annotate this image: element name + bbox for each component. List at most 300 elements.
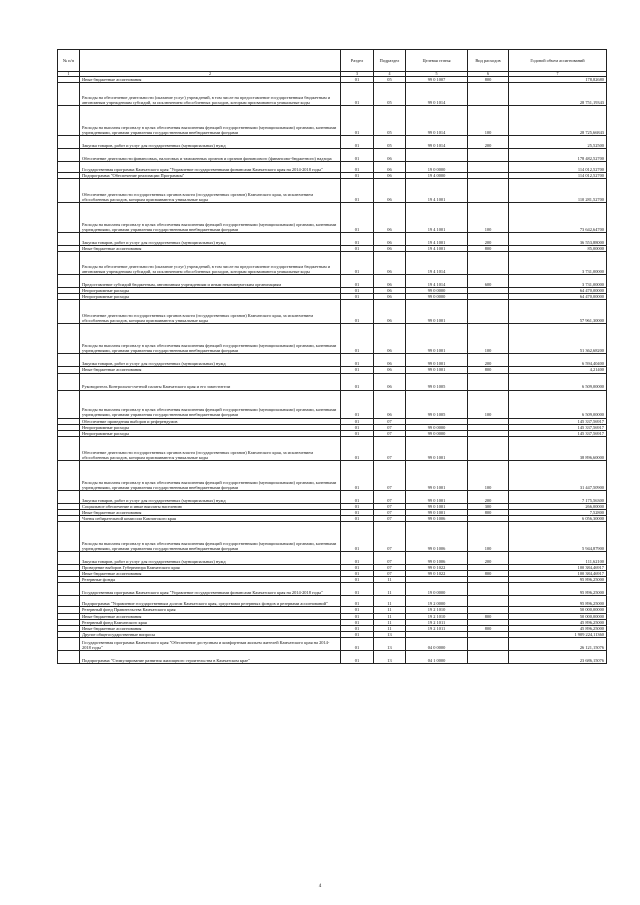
row-expense-type-cell: 100 (468, 460, 509, 490)
row-amount-cell: 57 961,30000 (509, 300, 607, 324)
row-name-cell: Иные бюджетные ассигнования (80, 613, 341, 619)
row-num-cell (58, 324, 80, 354)
row-subsection-cell: 07 (374, 516, 406, 522)
row-subsection-cell: 06 (374, 149, 406, 162)
row-target-cell: 19 2 1011 (406, 619, 468, 625)
row-target-cell: 19 4 0000 (406, 173, 468, 179)
row-subsection-cell: 07 (374, 503, 406, 509)
row-num-cell (58, 650, 80, 663)
row-num-cell (58, 522, 80, 552)
row-name-cell: Обеспечение деятельности финансовых, налоговых и таможенных органов и органов финансового (финансово-бюджетного) надзора (80, 149, 341, 162)
row-num-cell (58, 460, 80, 490)
row-target-cell: 99 0 1001 (406, 300, 468, 324)
row-subsection-cell: 11 (374, 583, 406, 596)
row-name-cell: Расходы на выплаты персоналу в целях обеспечения выполнения функций государственными (муниципальными) органами, казенными учреждениями, органами управления государственными внебюджетными фондами (80, 390, 341, 418)
header-name (80, 50, 341, 72)
row-expense-type-cell: 600 (468, 275, 509, 288)
row-num-cell (58, 162, 80, 173)
row-amount-cell: 95 896,25000 (509, 596, 607, 607)
row-subsection-cell: 05 (374, 83, 406, 106)
table-row (58, 162, 607, 173)
row-name-cell: Обеспечение деятельности государственных органов власти (государственных органов) Камчатского края, за исключением обособленных расходов, которым присваиваются уникальные коды (80, 436, 341, 460)
row-name-cell: Обеспечение проведения выборов и референдумов (80, 418, 341, 424)
row-section-cell: 01 (341, 246, 374, 252)
row-section-cell: 01 (341, 275, 374, 288)
table-row (58, 354, 607, 367)
row-name-cell: Расходы на выплаты персоналу в целях обеспечения выполнения функций государственными (муниципальными) органами, казенными учреждениями, органами управления государственными внебюджетными фондами (80, 522, 341, 552)
row-amount-cell: 7,52800 (509, 509, 607, 515)
row-amount-cell: 145 337,56917 (509, 430, 607, 436)
row-target-cell: 99 0 1006 (406, 552, 468, 565)
row-subsection-cell: 11 (374, 607, 406, 613)
row-expense-type-cell: 100 (468, 390, 509, 418)
row-subsection-cell: 07 (374, 571, 406, 577)
row-name-cell: Резервный фонд Камчатского края (80, 619, 341, 625)
row-subsection-cell: 06 (374, 294, 406, 300)
row-name-cell: Проведение выборов Губернатора Камчатского края (80, 565, 341, 571)
row-subsection-cell: 13 (374, 637, 406, 650)
row-amount-cell: 28 725,66843 (509, 106, 607, 136)
row-name-cell: Социальное обеспечение и иные выплаты населению (80, 503, 341, 509)
row-amount-cell: 45 896,25000 (509, 625, 607, 631)
column-index: 2 (80, 72, 341, 77)
row-subsection-cell: 06 (374, 179, 406, 203)
row-section-cell: 01 (341, 418, 374, 424)
row-expense-type-cell (468, 179, 509, 203)
row-expense-type-cell (468, 650, 509, 663)
row-name-cell: Иные бюджетные ассигнования (80, 367, 341, 373)
row-section-cell: 01 (341, 83, 374, 106)
row-section-cell: 01 (341, 354, 374, 367)
table-row (58, 637, 607, 650)
row-target-cell: 19 4 1014 (406, 275, 468, 288)
row-amount-cell: 100 384,46917 (509, 571, 607, 577)
row-name-cell: Закупка товаров, работ и услуг для государственных (муниципальных) нужд (80, 233, 341, 246)
row-subsection-cell: 07 (374, 490, 406, 503)
row-section-cell: 01 (341, 367, 374, 373)
row-section-cell: 01 (341, 252, 374, 275)
row-name-cell: Расходы на выплаты персоналу в целях обеспечения выполнения функций государственными (муниципальными) органами, казенными учреждениями, органами управления государственными внебюджетными фондами (80, 324, 341, 354)
row-subsection-cell: 05 (374, 106, 406, 136)
row-name-cell: Подпрограмма "Обеспечение реализации Программы" (80, 173, 341, 179)
row-expense-type-cell (468, 583, 509, 596)
row-subsection-cell: 13 (374, 631, 406, 637)
row-expense-type-cell: 100 (468, 106, 509, 136)
row-amount-cell: 100 384,46917 (509, 565, 607, 571)
row-subsection-cell: 06 (374, 300, 406, 324)
row-subsection-cell: 06 (374, 246, 406, 252)
row-subsection-cell: 07 (374, 460, 406, 490)
table-row (58, 650, 607, 663)
row-name-cell: Государственная программа Камчатского края "Обеспечение доступным и комфортным жильем жителей Камчатского края на 2014-2018 годы" (80, 637, 341, 650)
row-section-cell: 01 (341, 637, 374, 650)
row-target-cell: 99 0 1001 (406, 324, 468, 354)
row-section-cell: 01 (341, 430, 374, 436)
row-target-cell: 99 0 1001 (406, 460, 468, 490)
row-expense-type-cell (468, 300, 509, 324)
row-subsection-cell: 06 (374, 324, 406, 354)
row-amount-cell: 73 642,64700 (509, 203, 607, 233)
row-amount-cell: 50 000,00000 (509, 607, 607, 613)
row-amount-cell: 266,00000 (509, 503, 607, 509)
row-section-cell: 01 (341, 613, 374, 619)
row-amount-cell: 3 731,00000 (509, 252, 607, 275)
row-target-cell: 19 4 1001 (406, 179, 468, 203)
table-row (58, 136, 607, 149)
column-index: 5 (406, 72, 468, 77)
row-amount-cell: 28 751,19343 (509, 83, 607, 106)
row-name-cell: Обеспечение деятельности государственных органов власти (государственных органов) Камчатского края, за исключением обособленных расходов, которым присваиваются уникальные коды (80, 179, 341, 203)
row-expense-type-cell: 100 (468, 522, 509, 552)
header-target: Целевая статья (406, 50, 468, 72)
row-subsection-cell: 06 (374, 275, 406, 288)
row-name-cell: Непрограммные расходы (80, 424, 341, 430)
row-expense-type-cell: 200 (468, 136, 509, 149)
row-section-cell: 01 (341, 565, 374, 571)
row-name-cell: Иные бюджетные ассигнования (80, 509, 341, 515)
row-subsection-cell: 11 (374, 613, 406, 619)
table-row (58, 83, 607, 106)
row-name-cell: Члены избирательной комиссии Камчатского края (80, 516, 341, 522)
table-row (58, 233, 607, 246)
table-row (58, 522, 607, 552)
row-target-cell: 99 0 0000 (406, 430, 468, 436)
table-body (58, 77, 607, 664)
row-section-cell: 01 (341, 106, 374, 136)
row-section-cell: 01 (341, 424, 374, 430)
row-num-cell (58, 373, 80, 390)
header-num: № п/п (58, 50, 80, 72)
row-subsection-cell: 11 (374, 619, 406, 625)
row-num-cell (58, 637, 80, 650)
row-target-cell: 99 0 0000 (406, 294, 468, 300)
row-expense-type-cell (468, 373, 509, 390)
row-target-cell: 99 0 1001 (406, 436, 468, 460)
header-section: Раздел (341, 50, 374, 72)
row-expense-type-cell: 800 (468, 246, 509, 252)
row-name-cell: Расходы на обеспечение деятельности (оказание услуг) учреждений, в том числе на предоставление государственным бюджетным и автономным учреждениям субсидий, за исключением обособленных расходов, которым присваиваются уникальные коды (80, 83, 341, 106)
table-row (58, 490, 607, 503)
row-subsection-cell: 06 (374, 354, 406, 367)
row-name-cell: Руководитель Контрольно-счетной палаты Камчатского края и его заместители (80, 373, 341, 390)
row-num-cell (58, 583, 80, 596)
row-section-cell: 01 (341, 294, 374, 300)
row-amount-cell: 6 056,30000 (509, 516, 607, 522)
table-row (58, 373, 607, 390)
row-section-cell: 01 (341, 509, 374, 515)
row-subsection-cell: 07 (374, 509, 406, 515)
row-amount-cell: 64 470,00000 (509, 294, 607, 300)
column-index: 7 (509, 72, 607, 77)
table-row (58, 436, 607, 460)
row-amount-cell: 114 012,52700 (509, 173, 607, 179)
row-num-cell (58, 83, 80, 106)
page-number: 4 (318, 884, 322, 889)
row-target-cell: 99 0 1006 (406, 522, 468, 552)
row-name-cell: Предоставление субсидий бюджетным, автономным учреждениям и иным некоммерческим организациям (80, 275, 341, 288)
row-subsection-cell: 11 (374, 625, 406, 631)
row-amount-cell: 31 447,50900 (509, 460, 607, 490)
row-amount-cell: 85,00000 (509, 246, 607, 252)
row-target-cell: 99 0 1022 (406, 565, 468, 571)
row-name-cell: Расходы на обеспечение деятельности (оказание услуг) учреждений, в том числе на предоставление государственным бюджетным и автономным учреждениям субсидий, за исключением обособленных расходов, которым присваиваются уникальные коды (80, 252, 341, 275)
row-expense-type-cell: 800 (468, 367, 509, 373)
row-target-cell: 19 2 1010 (406, 613, 468, 619)
row-target-cell: 99 0 0000 (406, 424, 468, 430)
row-amount-cell: 26 121,15076 (509, 637, 607, 650)
row-expense-type-cell: 200 (468, 490, 509, 503)
row-target-cell: 19 4 1014 (406, 252, 468, 275)
row-name-cell: Закупка товаров, работ и услуг для государственных (муниципальных) нужд (80, 552, 341, 565)
column-index: 4 (374, 72, 406, 77)
column-index: 3 (341, 72, 374, 77)
row-subsection-cell: 07 (374, 552, 406, 565)
row-expense-type-cell: 800 (468, 571, 509, 577)
row-target-cell: 19 0 0000 (406, 583, 468, 596)
budget-allocation-table (57, 49, 607, 664)
row-amount-cell: 95 896,25000 (509, 577, 607, 583)
row-section-cell: 01 (341, 390, 374, 418)
row-section-cell: 01 (341, 625, 374, 631)
row-subsection-cell: 06 (374, 173, 406, 179)
row-num-cell (58, 490, 80, 503)
row-subsection-cell: 07 (374, 436, 406, 460)
row-expense-type-cell (468, 252, 509, 275)
row-name-cell: Иные бюджетные ассигнования (80, 77, 341, 83)
row-amount-cell: 6 594,40400 (509, 354, 607, 367)
row-amount-cell: 178 482,52700 (509, 149, 607, 162)
row-target-cell: 19 2 1011 (406, 625, 468, 631)
row-amount-cell: 4,21400 (509, 367, 607, 373)
row-name-cell: Подпрограмма "Стимулирование развития жилищного строительства в Камчатском крае" (80, 650, 341, 663)
row-section-cell: 01 (341, 179, 374, 203)
row-section-cell: 01 (341, 522, 374, 552)
row-num-cell (58, 390, 80, 418)
row-name-cell: Закупка товаров, работ и услуг для государственных (муниципальных) нужд (80, 490, 341, 503)
row-target-cell: 99 0 1001 (406, 490, 468, 503)
row-expense-type-cell: 300 (468, 503, 509, 509)
row-target-cell: 04 0 0000 (406, 637, 468, 650)
column-index: 6 (468, 72, 509, 77)
row-section-cell: 01 (341, 571, 374, 577)
row-section-cell: 01 (341, 173, 374, 179)
row-section-cell: 01 (341, 324, 374, 354)
row-name-cell: Расходы на выплаты персоналу в целях обеспечения выполнения функций государственными (муниципальными) органами, казенными учреждениями, органами управления государственными внебюджетными фондами (80, 106, 341, 136)
row-num-cell (58, 552, 80, 565)
row-section-cell: 01 (341, 596, 374, 607)
row-target-cell: 99 0 1014 (406, 83, 468, 106)
row-amount-cell: 110 281,52700 (509, 179, 607, 203)
row-target-cell: 99 0 1001 (406, 503, 468, 509)
row-num-cell (58, 106, 80, 136)
row-name-cell: Резервный фонд Правительства Камчатского края (80, 607, 341, 613)
row-amount-cell: 145 337,56917 (509, 424, 607, 430)
table-row (58, 390, 607, 418)
row-amount-cell: 1 909 224,11360 (509, 631, 607, 637)
row-subsection-cell: 07 (374, 418, 406, 424)
row-target-cell: 99 0 0000 (406, 288, 468, 294)
row-section-cell: 01 (341, 300, 374, 324)
row-name-cell: Иные бюджетные ассигнования (80, 246, 341, 252)
row-amount-cell: 111,62100 (509, 552, 607, 565)
table-row (58, 596, 607, 607)
row-section-cell: 01 (341, 577, 374, 583)
row-expense-type-cell: 800 (468, 613, 509, 619)
row-section-cell: 01 (341, 162, 374, 173)
row-target-cell: 19 2 1010 (406, 607, 468, 613)
row-name-cell: Закупка товаров, работ и услуг для государственных (муниципальных) нужд (80, 136, 341, 149)
row-name-cell: Непрограммные расходы (80, 288, 341, 294)
row-num-cell (58, 596, 80, 607)
row-amount-cell: 38 896,60000 (509, 436, 607, 460)
row-amount-cell: 6 509,00000 (509, 373, 607, 390)
row-expense-type-cell: 800 (468, 625, 509, 631)
row-section-cell: 01 (341, 233, 374, 246)
row-target-cell: 99 0 1007 (406, 77, 468, 83)
row-amount-cell: 7 175,56300 (509, 490, 607, 503)
table-row (58, 106, 607, 136)
row-name-cell: Обеспечение деятельности государственных органов власти (государственных органов) Камчатского края, за исключением обособленных расходов, которым присваиваются уникальные коды (80, 300, 341, 324)
row-section-cell: 01 (341, 490, 374, 503)
row-amount-cell: 178,82680 (509, 77, 607, 83)
row-target-cell: 19 0 0000 (406, 162, 468, 173)
row-section-cell: 01 (341, 619, 374, 625)
row-amount-cell: 114 012,52700 (509, 162, 607, 173)
row-target-cell: 19 4 1001 (406, 246, 468, 252)
row-amount-cell: 145 337,56917 (509, 418, 607, 424)
row-name-cell: Расходы на выплаты персоналу в целях обеспечения выполнения функций государственными (муниципальными) органами, казенными учреждениями, органами управления государственными внебюджетными фондами (80, 460, 341, 490)
row-name-cell: Государственная программа Камчатского края "Управление государственными финансами Камчатского края на 2014-2018 годы" (80, 583, 341, 596)
row-num-cell (58, 275, 80, 288)
row-subsection-cell: 06 (374, 288, 406, 294)
row-subsection-cell: 07 (374, 424, 406, 430)
table-row (58, 460, 607, 490)
row-expense-type-cell: 800 (468, 509, 509, 515)
row-section-cell: 01 (341, 460, 374, 490)
row-section-cell: 01 (341, 436, 374, 460)
row-subsection-cell: 06 (374, 373, 406, 390)
row-subsection-cell: 06 (374, 162, 406, 173)
row-subsection-cell: 05 (374, 77, 406, 83)
row-target-cell: 99 0 1005 (406, 390, 468, 418)
row-section-cell: 01 (341, 503, 374, 509)
table-header-row (58, 50, 607, 72)
row-num-cell (58, 149, 80, 162)
row-amount-cell: 64 470,00000 (509, 288, 607, 294)
row-num-cell (58, 203, 80, 233)
row-section-cell: 01 (341, 583, 374, 596)
row-section-cell: 01 (341, 607, 374, 613)
row-section-cell: 01 (341, 136, 374, 149)
row-section-cell: 01 (341, 650, 374, 663)
row-expense-type-cell: 200 (468, 233, 509, 246)
header-amount: Годовой объем ассигнований (509, 50, 607, 72)
row-section-cell: 01 (341, 77, 374, 83)
row-amount-cell: 25,52500 (509, 136, 607, 149)
row-amount-cell: 5 944,87900 (509, 522, 607, 552)
row-amount-cell: 50 000,00000 (509, 613, 607, 619)
row-amount-cell: 45 896,25000 (509, 619, 607, 625)
row-expense-type-cell: 100 (468, 203, 509, 233)
row-expense-type-cell (468, 436, 509, 460)
row-name-cell: Иные бюджетные ассигнования (80, 571, 341, 577)
row-target-cell: 99 0 1006 (406, 516, 468, 522)
row-subsection-cell: 13 (374, 650, 406, 663)
table-row (58, 583, 607, 596)
table-row (58, 275, 607, 288)
row-target-cell: 99 0 1005 (406, 373, 468, 390)
row-subsection-cell: 06 (374, 252, 406, 275)
table-row (58, 552, 607, 565)
row-name-cell: Закупка товаров, работ и услуг для государственных (муниципальных) нужд (80, 354, 341, 367)
row-num-cell (58, 252, 80, 275)
row-amount-cell: 23 686,15076 (509, 650, 607, 663)
row-subsection-cell: 07 (374, 522, 406, 552)
row-name-cell: Непрограммные расходы (80, 430, 341, 436)
row-section-cell: 01 (341, 149, 374, 162)
table-row (58, 203, 607, 233)
row-num-cell (58, 136, 80, 149)
row-target-cell: 19 2 0000 (406, 596, 468, 607)
row-section-cell: 01 (341, 203, 374, 233)
row-section-cell: 01 (341, 552, 374, 565)
row-name-cell: Расходы на выплаты персоналу в целях обеспечения выполнения функций государственными (муниципальными) органами, казенными учреждениями, органами управления государственными внебюджетными фондами (80, 203, 341, 233)
row-target-cell: 04 1 0000 (406, 650, 468, 663)
table-row (58, 252, 607, 275)
row-num-cell (58, 436, 80, 460)
row-expense-type-cell: 200 (468, 354, 509, 367)
row-expense-type-cell: 800 (468, 77, 509, 83)
row-name-cell: Подпрограмма "Управление государственным долгом Камчатского края, средствами резервных фондов и резервами ассигнований" (80, 596, 341, 607)
row-expense-type-cell (468, 162, 509, 173)
column-index: 1 (58, 72, 80, 77)
row-subsection-cell: 06 (374, 367, 406, 373)
row-target-cell: 19 4 1001 (406, 203, 468, 233)
row-expense-type-cell: 100 (468, 324, 509, 354)
row-target-cell: 99 0 1001 (406, 509, 468, 515)
row-target-cell: 99 0 1001 (406, 367, 468, 373)
row-subsection-cell: 11 (374, 596, 406, 607)
row-amount-cell: 36 553,88000 (509, 233, 607, 246)
row-expense-type-cell (468, 596, 509, 607)
row-name-cell: Резервные фонды (80, 577, 341, 583)
header-subsection: Подраздел (374, 50, 406, 72)
row-subsection-cell: 05 (374, 136, 406, 149)
row-amount-cell: 95 896,25000 (509, 583, 607, 596)
row-target-cell: 19 4 1001 (406, 233, 468, 246)
row-target-cell: 99 0 1014 (406, 136, 468, 149)
row-subsection-cell: 06 (374, 203, 406, 233)
row-expense-type-cell: 200 (468, 552, 509, 565)
row-subsection-cell: 11 (374, 577, 406, 583)
row-amount-cell: 6 509,00000 (509, 390, 607, 418)
row-subsection-cell: 06 (374, 233, 406, 246)
row-section-cell: 01 (341, 631, 374, 637)
table-row (58, 149, 607, 162)
row-expense-type-cell (468, 149, 509, 162)
row-target-cell: 99 0 1022 (406, 571, 468, 577)
row-name-cell: Иные бюджетные ассигнования (80, 625, 341, 631)
row-num-cell (58, 300, 80, 324)
row-target-cell (406, 149, 468, 162)
row-section-cell: 01 (341, 373, 374, 390)
row-subsection-cell: 06 (374, 390, 406, 418)
table-row (58, 324, 607, 354)
row-target-cell: 99 0 1014 (406, 106, 468, 136)
row-name-cell: Государственная программа Камчатского края "Управление государственными финансами Камчатского края на 2014-2018 годы" (80, 162, 341, 173)
row-name-cell: Непрограммные расходы (80, 294, 341, 300)
row-amount-cell: 51 362,68200 (509, 324, 607, 354)
